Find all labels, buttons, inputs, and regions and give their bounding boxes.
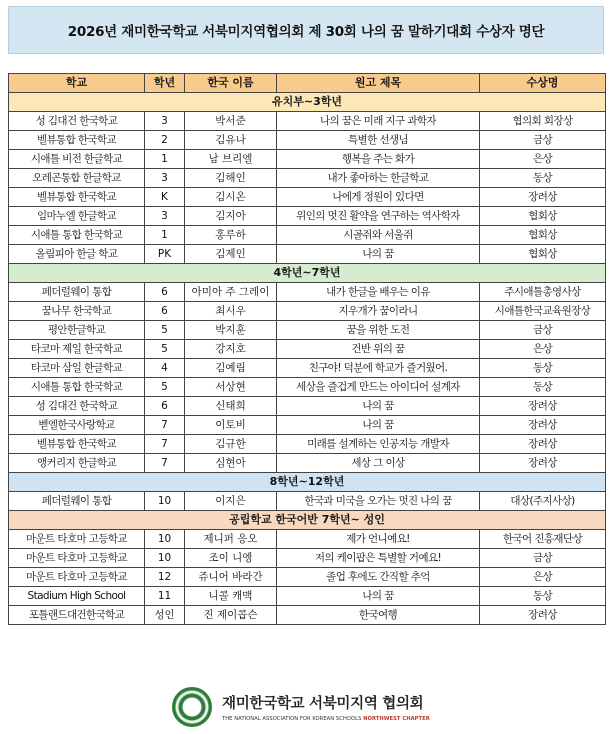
school-cell: 임마누엘 한글학교	[9, 207, 145, 226]
name-cell: 니콜 캐맥	[185, 587, 277, 606]
table-row	[9, 245, 606, 264]
table-row	[9, 112, 606, 131]
table-row	[9, 188, 606, 207]
header-name: 한국 이름	[185, 74, 277, 93]
grade-cell: 10	[145, 549, 185, 568]
grade-cell: PK	[145, 245, 185, 264]
speech-title-cell: 나의 꿈	[277, 397, 480, 416]
header-grade: 학년	[145, 74, 185, 93]
grade-cell: 성인	[145, 606, 185, 625]
award-cell: 은상	[480, 150, 606, 169]
name-cell: 강지호	[185, 340, 277, 359]
award-cell: 장려상	[480, 416, 606, 435]
speech-title-cell: 건반 위의 꿈	[277, 340, 480, 359]
table-row	[9, 549, 606, 568]
grade-cell: 1	[145, 150, 185, 169]
name-cell: 박지훈	[185, 321, 277, 340]
award-cell: 장려상	[480, 188, 606, 207]
page-title: 2026년 재미한국학교 서북미지역협의회 제 30회 나의 꿈 말하기대회 수상자 명단	[67, 24, 545, 40]
grade-cell: 7	[145, 454, 185, 473]
award-cell: 주시애틀총영사상	[480, 283, 606, 302]
header-title: 원고 제목	[277, 74, 480, 93]
name-cell: 김예림	[185, 359, 277, 378]
name-cell: 진 제이콥슨	[185, 606, 277, 625]
table-row	[9, 587, 606, 606]
grade-cell: 11	[145, 587, 185, 606]
name-cell: 홍루하	[185, 226, 277, 245]
school-cell: 성 김대건 한국학교	[9, 397, 145, 416]
section-row	[9, 264, 606, 283]
award-cell: 동상	[480, 169, 606, 188]
speech-title-cell: 미래를 설계하는 인공지능 개발자	[277, 435, 480, 454]
award-cell: 시애틀한국교육원장상	[480, 302, 606, 321]
speech-title-cell: 친구야! 덕분에 학교가 즐거웠어.	[277, 359, 480, 378]
grade-cell: 3	[145, 207, 185, 226]
name-cell: 신태희	[185, 397, 277, 416]
school-cell: 벨뷰통합 한국학교	[9, 188, 145, 207]
table-row	[9, 435, 606, 454]
school-cell: 꿈나무 한국학교	[9, 302, 145, 321]
name-cell: 이토비	[185, 416, 277, 435]
table-row	[9, 606, 606, 625]
table-row	[9, 283, 606, 302]
table-row	[9, 530, 606, 549]
school-cell: 벨뷰통합 한국학교	[9, 435, 145, 454]
name-cell: 서상현	[185, 378, 277, 397]
name-cell: 심현아	[185, 454, 277, 473]
award-cell: 한국어 진흥재단상	[480, 530, 606, 549]
section-row	[9, 511, 606, 530]
footer-text	[222, 692, 430, 722]
name-cell: 남 브리엘	[185, 150, 277, 169]
award-cell: 금상	[480, 131, 606, 150]
table-row	[9, 492, 606, 511]
table-row	[9, 131, 606, 150]
school-cell: 포틀랜드대건한국학교	[9, 606, 145, 625]
name-cell: 김규한	[185, 435, 277, 454]
grade-cell: 10	[145, 530, 185, 549]
header-school: 학교	[9, 74, 145, 93]
grade-cell: 6	[145, 302, 185, 321]
header-row	[9, 74, 606, 93]
name-cell: 김시온	[185, 188, 277, 207]
award-cell: 장려상	[480, 435, 606, 454]
grade-cell: 3	[145, 112, 185, 131]
grade-cell: 4	[145, 359, 185, 378]
grade-cell: 10	[145, 492, 185, 511]
school-cell: 페더럴웨이 통합	[9, 283, 145, 302]
school-cell: 페더럴웨이 통합	[9, 492, 145, 511]
table-row	[9, 397, 606, 416]
grade-cell: 1	[145, 226, 185, 245]
name-cell: 조이 니엥	[185, 549, 277, 568]
speech-title-cell: 나에게 정원이 있다면	[277, 188, 480, 207]
school-cell: 벧엘한국사랑학교	[9, 416, 145, 435]
grade-cell: 6	[145, 283, 185, 302]
award-cell: 은상	[480, 340, 606, 359]
title-banner	[8, 6, 604, 54]
school-cell: 타코마 삼일 한글학교	[9, 359, 145, 378]
award-cell: 동상	[480, 587, 606, 606]
table-row	[9, 454, 606, 473]
grade-cell: 5	[145, 340, 185, 359]
table-row	[9, 568, 606, 587]
speech-title-cell: 나의 꿈	[277, 416, 480, 435]
table-body	[9, 93, 606, 625]
grade-cell: 7	[145, 435, 185, 454]
award-cell: 대상(주지사상)	[480, 492, 606, 511]
award-cell: 은상	[480, 568, 606, 587]
grade-cell: 12	[145, 568, 185, 587]
school-cell: 타코마 제일 한국학교	[9, 340, 145, 359]
school-cell: 마운트 타호마 고등학교	[9, 549, 145, 568]
section-label: 4학년~7학년	[9, 264, 606, 283]
speech-title-cell: 내가 한글을 배우는 이유	[277, 283, 480, 302]
award-cell: 협회상	[480, 207, 606, 226]
table-row	[9, 321, 606, 340]
name-cell: 김해인	[185, 169, 277, 188]
school-cell: 앵커리지 한글학교	[9, 454, 145, 473]
table-row	[9, 302, 606, 321]
table-row	[9, 226, 606, 245]
award-cell: 금상	[480, 321, 606, 340]
speech-title-cell: 시골쥐와 서울쥐	[277, 226, 480, 245]
school-cell: 올림피아 한글 학교	[9, 245, 145, 264]
table-row	[9, 207, 606, 226]
name-cell: 김지아	[185, 207, 277, 226]
name-cell: 제니퍼 응오	[185, 530, 277, 549]
speech-title-cell: 제가 언니예요!	[277, 530, 480, 549]
speech-title-cell: 세상을 즐겁게 만드는 아이디어 설계자	[277, 378, 480, 397]
section-label: 8학년~12학년	[9, 473, 606, 492]
table-row	[9, 340, 606, 359]
school-cell: 시애틀 통합 한국학교	[9, 226, 145, 245]
awards-table	[8, 73, 606, 625]
name-cell: 아미아 주 그레이	[185, 283, 277, 302]
award-cell: 동상	[480, 378, 606, 397]
award-cell: 협회상	[480, 245, 606, 264]
school-cell: 마운트 타호마 고등학교	[9, 568, 145, 587]
section-row	[9, 93, 606, 112]
name-cell: 이지은	[185, 492, 277, 511]
award-cell: 동상	[480, 359, 606, 378]
school-cell: 마운트 타호마 고등학교	[9, 530, 145, 549]
grade-cell: 6	[145, 397, 185, 416]
school-cell: 시애틀 통합 한국학교	[9, 378, 145, 397]
section-label: 공립학교 한국어반 7학년~ 성인	[9, 511, 606, 530]
name-cell: 김유나	[185, 131, 277, 150]
award-cell: 장려상	[480, 454, 606, 473]
speech-title-cell: 꿈을 위한 도전	[277, 321, 480, 340]
org-english-prefix: THE NATIONAL ASSOCIATION FOR KOREAN SCHOOLS	[222, 716, 362, 722]
name-cell: 최시우	[185, 302, 277, 321]
speech-title-cell: 한국여행	[277, 606, 480, 625]
speech-title-cell: 나의 꿈	[277, 245, 480, 264]
school-cell: 벨뷰통합 한국학교	[9, 131, 145, 150]
award-cell: 금상	[480, 549, 606, 568]
speech-title-cell: 행복을 주는 화가	[277, 150, 480, 169]
speech-title-cell: 저의 케이팝은 특별할 거예요!	[277, 549, 480, 568]
name-cell: 쥬니어 바라간	[185, 568, 277, 587]
award-cell: 장려상	[480, 606, 606, 625]
association-seal-icon	[172, 687, 212, 727]
name-cell: 김제인	[185, 245, 277, 264]
grade-cell: 3	[145, 169, 185, 188]
speech-title-cell: 위인의 멋진 활약을 연구하는 역사학자	[277, 207, 480, 226]
section-label: 유치부~3학년	[9, 93, 606, 112]
award-cell: 협의회 회장상	[480, 112, 606, 131]
speech-title-cell: 나의 꿈	[277, 587, 480, 606]
grade-cell: 2	[145, 131, 185, 150]
name-cell: 박서준	[185, 112, 277, 131]
grade-cell: 5	[145, 321, 185, 340]
speech-title-cell: 나의 꿈은 미래 지구 과학자	[277, 112, 480, 131]
header-award: 수상명	[480, 74, 606, 93]
grade-cell: 5	[145, 378, 185, 397]
org-korean-name: 재미한국학교 서북미지역 협의회	[222, 696, 424, 712]
speech-title-cell: 특별한 선생님	[277, 131, 480, 150]
table-row	[9, 416, 606, 435]
speech-title-cell: 내가 좋아하는 한글학교	[277, 169, 480, 188]
section-row	[9, 473, 606, 492]
speech-title-cell: 지우개가 꿈이라니	[277, 302, 480, 321]
speech-title-cell: 세상 그 이상	[277, 454, 480, 473]
school-cell: Stadium High School	[9, 587, 145, 606]
school-cell: 시애틀 비전 한글학교	[9, 150, 145, 169]
award-cell: 장려상	[480, 397, 606, 416]
school-cell: 오레곤통합 한글학교	[9, 169, 145, 188]
table-row	[9, 359, 606, 378]
footer-logo	[172, 684, 472, 730]
school-cell: 평안한글학교	[9, 321, 145, 340]
speech-title-cell: 한국과 미국을 오가는 멋진 나의 꿈	[277, 492, 480, 511]
grade-cell: 7	[145, 416, 185, 435]
speech-title-cell: 졸업 후에도 간직할 추억	[277, 568, 480, 587]
org-english-name	[222, 716, 430, 722]
table-row	[9, 378, 606, 397]
grade-cell: K	[145, 188, 185, 207]
table-row	[9, 150, 606, 169]
org-english-chapter: NORTHWEST CHAPTER	[363, 716, 430, 722]
table-row	[9, 169, 606, 188]
school-cell: 성 김대건 한국학교	[9, 112, 145, 131]
table-header	[9, 74, 606, 93]
award-cell: 협회상	[480, 226, 606, 245]
